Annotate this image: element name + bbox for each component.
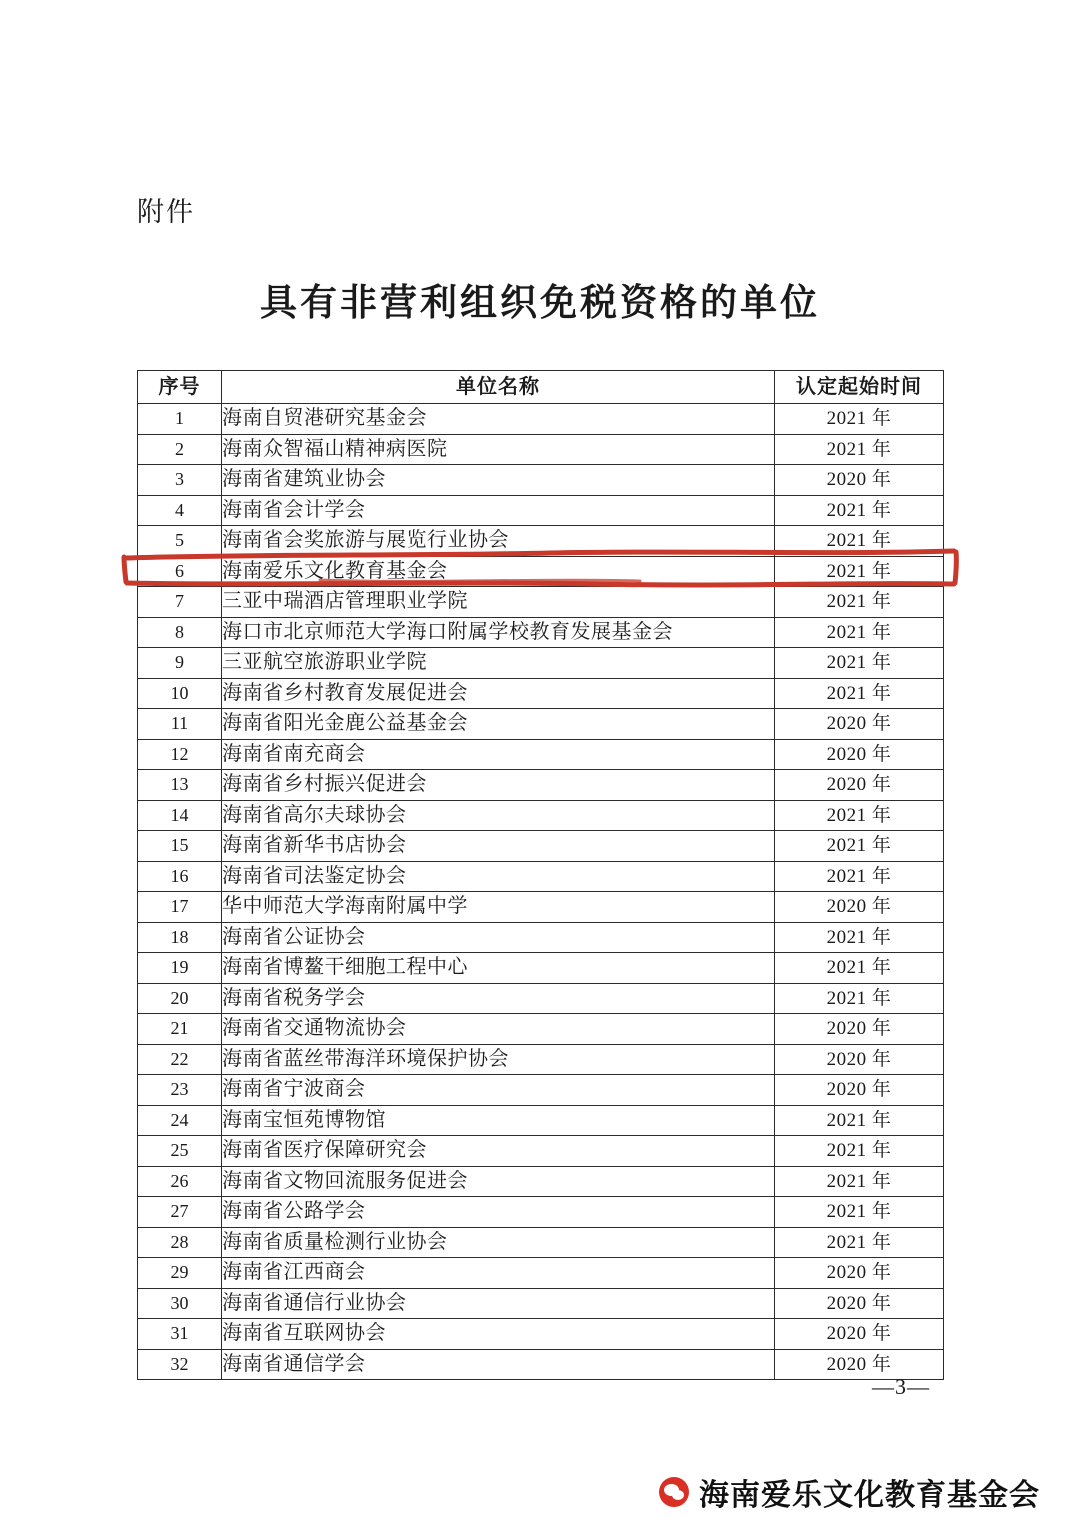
cell-index: 14 xyxy=(138,800,222,831)
cell-start-date: 2021 年 xyxy=(775,1197,944,1228)
table-row xyxy=(138,1319,944,1350)
cell-unit-name: 海南省公路学会 xyxy=(222,1197,775,1228)
cell-unit-name: 海南省医疗保障研究会 xyxy=(222,1136,775,1167)
cell-index: 6 xyxy=(138,556,222,587)
cell-start-date: 2021 年 xyxy=(775,556,944,587)
table-row xyxy=(138,648,944,679)
cell-index: 2 xyxy=(138,434,222,465)
cell-start-date: 2021 年 xyxy=(775,678,944,709)
cell-start-date: 2021 年 xyxy=(775,617,944,648)
table-row xyxy=(138,434,944,465)
cell-index: 1 xyxy=(138,404,222,435)
table-row xyxy=(138,770,944,801)
table-row xyxy=(138,678,944,709)
cell-index: 26 xyxy=(138,1166,222,1197)
cell-unit-name: 海南宝恒苑博物馆 xyxy=(222,1105,775,1136)
table-row xyxy=(138,1044,944,1075)
cell-index: 30 xyxy=(138,1288,222,1319)
table-row xyxy=(138,1105,944,1136)
brand-name: 海南爱乐文化教育基金会 xyxy=(699,1478,1040,1513)
cell-start-date: 2020 年 xyxy=(775,739,944,770)
cell-index: 5 xyxy=(138,526,222,557)
cell-start-date: 2020 年 xyxy=(775,770,944,801)
cell-start-date: 2021 年 xyxy=(775,587,944,618)
table-row xyxy=(138,983,944,1014)
cell-index: 17 xyxy=(138,892,222,923)
cell-start-date: 2021 年 xyxy=(775,831,944,862)
units-table xyxy=(137,370,944,1380)
cell-unit-name: 海南省建筑业协会 xyxy=(222,465,775,496)
cell-index: 31 xyxy=(138,1319,222,1350)
cell-unit-name: 海南众智福山精神病医院 xyxy=(222,434,775,465)
table-row xyxy=(138,739,944,770)
table-row xyxy=(138,953,944,984)
table-row xyxy=(138,587,944,618)
cell-start-date: 2021 年 xyxy=(775,404,944,435)
cell-index: 27 xyxy=(138,1197,222,1228)
cell-unit-name: 海南省交通物流协会 xyxy=(222,1014,775,1045)
cell-unit-name: 海南省税务学会 xyxy=(222,983,775,1014)
table-row xyxy=(138,1166,944,1197)
cell-index: 3 xyxy=(138,465,222,496)
cell-unit-name: 海南省乡村振兴促进会 xyxy=(222,770,775,801)
cell-unit-name: 海南省蓝丝带海洋环境保护协会 xyxy=(222,1044,775,1075)
cell-unit-name: 华中师范大学海南附属中学 xyxy=(222,892,775,923)
cell-unit-name: 海南省互联网协会 xyxy=(222,1319,775,1350)
column-header-date: 认定起始时间 xyxy=(775,371,944,404)
cell-start-date: 2021 年 xyxy=(775,983,944,1014)
cell-start-date: 2021 年 xyxy=(775,526,944,557)
table-row xyxy=(138,1227,944,1258)
table-row xyxy=(138,1288,944,1319)
cell-start-date: 2021 年 xyxy=(775,1166,944,1197)
cell-unit-name: 海南省会计学会 xyxy=(222,495,775,526)
cell-index: 23 xyxy=(138,1075,222,1106)
cell-index: 24 xyxy=(138,1105,222,1136)
cell-unit-name: 海南省公证协会 xyxy=(222,922,775,953)
table-row xyxy=(138,617,944,648)
table-header-row xyxy=(138,371,944,404)
cell-unit-name: 海南省新华书店协会 xyxy=(222,831,775,862)
cell-start-date: 2020 年 xyxy=(775,1044,944,1075)
cell-index: 4 xyxy=(138,495,222,526)
cell-unit-name: 海南省宁波商会 xyxy=(222,1075,775,1106)
cell-unit-name: 海南省阳光金鹿公益基金会 xyxy=(222,709,775,740)
cell-index: 25 xyxy=(138,1136,222,1167)
footer-brand xyxy=(659,1470,1040,1514)
cell-start-date: 2021 年 xyxy=(775,495,944,526)
table-row xyxy=(138,831,944,862)
column-header-name: 单位名称 xyxy=(222,371,775,404)
table-body xyxy=(138,404,944,1380)
cell-unit-name: 海南省质量检测行业协会 xyxy=(222,1227,775,1258)
cell-start-date: 2020 年 xyxy=(775,709,944,740)
table-row xyxy=(138,1258,944,1289)
cell-start-date: 2020 年 xyxy=(775,465,944,496)
cell-index: 12 xyxy=(138,739,222,770)
page-title: 具有非营利组织免税资格的单位 xyxy=(260,280,820,324)
table-row xyxy=(138,1349,944,1380)
cell-index: 15 xyxy=(138,831,222,862)
cell-index: 16 xyxy=(138,861,222,892)
table-row xyxy=(138,556,944,587)
cell-index: 13 xyxy=(138,770,222,801)
table-row xyxy=(138,1136,944,1167)
attachment-label: 附件 xyxy=(137,197,195,228)
cell-start-date: 2021 年 xyxy=(775,1105,944,1136)
table-row xyxy=(138,526,944,557)
cell-unit-name: 海南省会奖旅游与展览行业协会 xyxy=(222,526,775,557)
cell-unit-name: 海南省博鳌干细胞工程中心 xyxy=(222,953,775,984)
cell-start-date: 2020 年 xyxy=(775,1288,944,1319)
table-row xyxy=(138,800,944,831)
cell-start-date: 2021 年 xyxy=(775,800,944,831)
table-row xyxy=(138,861,944,892)
cell-unit-name: 三亚中瑞酒店管理职业学院 xyxy=(222,587,775,618)
cell-index: 7 xyxy=(138,587,222,618)
table-row xyxy=(138,1197,944,1228)
table-row xyxy=(138,404,944,435)
cell-start-date: 2021 年 xyxy=(775,922,944,953)
cell-index: 10 xyxy=(138,678,222,709)
cell-index: 9 xyxy=(138,648,222,679)
table-row xyxy=(138,465,944,496)
cell-index: 18 xyxy=(138,922,222,953)
table-row xyxy=(138,1014,944,1045)
cell-start-date: 2020 年 xyxy=(775,1319,944,1350)
cell-unit-name: 三亚航空旅游职业学院 xyxy=(222,648,775,679)
cell-start-date: 2021 年 xyxy=(775,434,944,465)
cell-start-date: 2020 年 xyxy=(775,1075,944,1106)
cell-unit-name: 海南省江西商会 xyxy=(222,1258,775,1289)
cell-unit-name: 海南省南充商会 xyxy=(222,739,775,770)
table-row xyxy=(138,1075,944,1106)
cell-start-date: 2020 年 xyxy=(775,1258,944,1289)
cell-start-date: 2020 年 xyxy=(775,892,944,923)
cell-start-date: 2021 年 xyxy=(775,1136,944,1167)
cell-start-date: 2021 年 xyxy=(775,1227,944,1258)
cell-index: 28 xyxy=(138,1227,222,1258)
cell-start-date: 2021 年 xyxy=(775,953,944,984)
cell-index: 29 xyxy=(138,1258,222,1289)
cell-index: 22 xyxy=(138,1044,222,1075)
cell-unit-name: 海南省通信行业协会 xyxy=(222,1288,775,1319)
cell-unit-name: 海南省高尔夫球协会 xyxy=(222,800,775,831)
wechat-icon xyxy=(659,1477,689,1507)
units-table-container xyxy=(137,370,943,1380)
table-row xyxy=(138,709,944,740)
cell-unit-name: 海南省乡村教育发展促进会 xyxy=(222,678,775,709)
cell-start-date: 2021 年 xyxy=(775,648,944,679)
cell-index: 19 xyxy=(138,953,222,984)
cell-start-date: 2020 年 xyxy=(775,1014,944,1045)
cell-unit-name: 海南省通信学会 xyxy=(222,1349,775,1380)
cell-index: 21 xyxy=(138,1014,222,1045)
table-row xyxy=(138,922,944,953)
table-row xyxy=(138,495,944,526)
cell-start-date: 2020 年 xyxy=(775,1349,944,1380)
column-header-index: 序号 xyxy=(138,371,222,404)
cell-index: 20 xyxy=(138,983,222,1014)
cell-index: 32 xyxy=(138,1349,222,1380)
cell-unit-name: 海南省文物回流服务促进会 xyxy=(222,1166,775,1197)
cell-unit-name: 海南爱乐文化教育基金会 xyxy=(222,556,775,587)
cell-index: 11 xyxy=(138,709,222,740)
cell-unit-name: 海南省司法鉴定协会 xyxy=(222,861,775,892)
table-row xyxy=(138,892,944,923)
cell-unit-name: 海南自贸港研究基金会 xyxy=(222,404,775,435)
cell-unit-name: 海口市北京师范大学海口附属学校教育发展基金会 xyxy=(222,617,775,648)
cell-index: 8 xyxy=(138,617,222,648)
cell-start-date: 2021 年 xyxy=(775,861,944,892)
page-number: —3— xyxy=(872,1374,930,1399)
